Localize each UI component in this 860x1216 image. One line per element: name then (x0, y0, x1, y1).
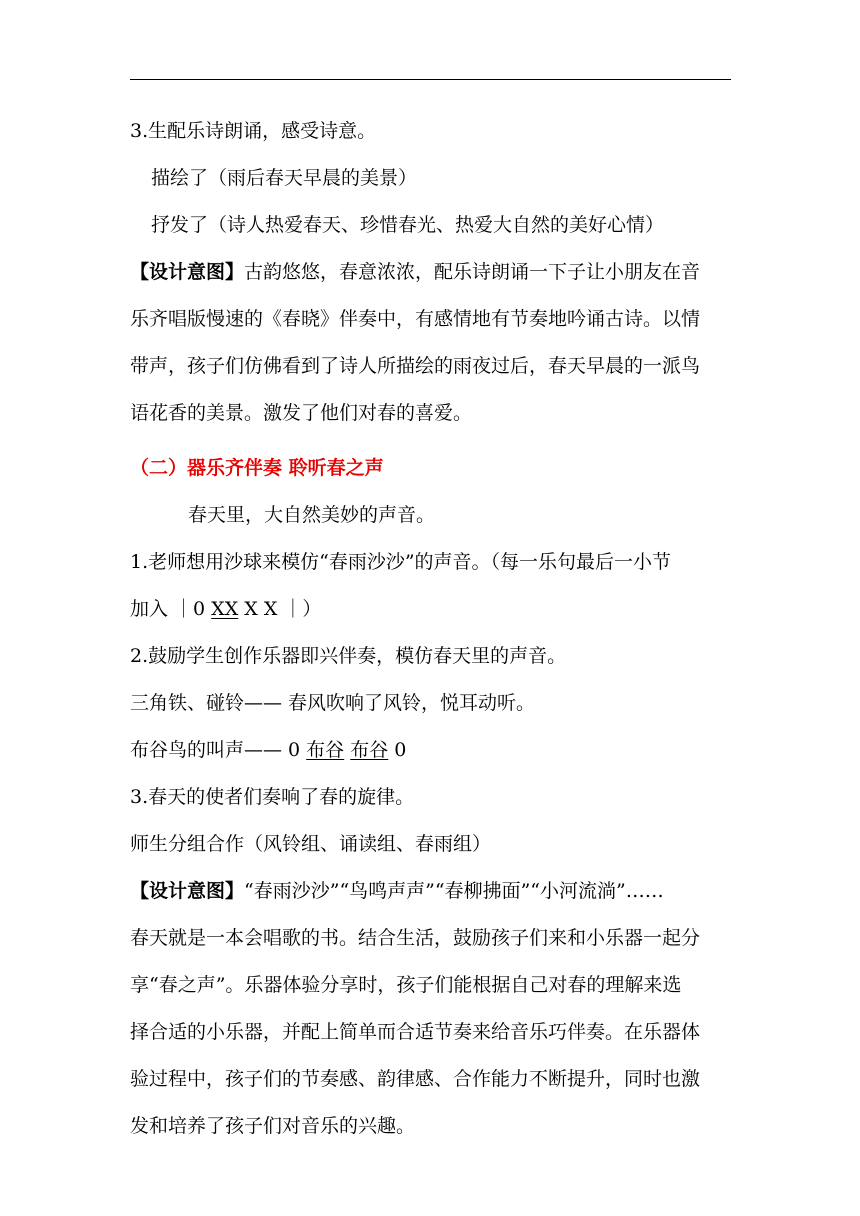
paragraph-text: 古韵悠悠，春意浓浓，配乐诗朗诵一下子让小朋友在音 (244, 261, 701, 283)
text-line-describes: 描绘了（雨后春天早晨的美景） (151, 167, 418, 189)
rhythm-underlined-xx: XX (211, 598, 239, 620)
paragraph-row (130, 253, 731, 300)
text-line-expresses: 抒发了（诗人热爱春天、珍惜春光、热爱大自然的美好心情） (151, 214, 665, 236)
paragraph-row: 择合适的小乐器，并配上简单而合适节奏来给音乐巧伴奏。在乐器体 (130, 1021, 701, 1043)
design-intent-label: 【设计意图】 (130, 880, 245, 902)
text-line-improvise: 2.鼓励学生创作乐器即兴伴奏，模仿春天里的声音。 (130, 645, 567, 667)
cuckoo-prefix: 布谷鸟的叫声—— 0 (130, 739, 307, 761)
paragraph-row: 春天就是一本会唱歌的书。结合生活，鼓励孩子们来和小乐器一起分 (130, 927, 701, 949)
design-intent-paragraph-1 (130, 253, 731, 441)
section-heading: （二）器乐齐伴奏 聆听春之声 (130, 457, 384, 479)
cuckoo-suffix: 0 (388, 739, 407, 761)
rhythm-prefix: 加入 ｜0 (130, 598, 212, 620)
paragraph-row: 发和培养了孩子们对音乐的兴趣。 (130, 1115, 416, 1137)
paragraph-row (130, 872, 731, 919)
design-intent-paragraph-2 (130, 872, 731, 1154)
paragraph-row: 享“春之声”。乐器体验分享时，孩子们能根据自己对春的理解来选 (130, 974, 682, 996)
paragraph-row: 语花香的美景。激发了他们对春的喜爱。 (130, 402, 473, 424)
section-intro: 春天里，大自然美妙的声音。 (188, 504, 436, 526)
document-body (130, 112, 731, 1162)
paragraph-row: 带声，孩子们仿佛看到了诗人所描绘的雨夜过后，春天早晨的一派鸟 (130, 355, 701, 377)
paragraph-row: 乐齐唱版慢速的《春晓》伴奏中，有感情地有节奏地吟诵古诗。以情 (130, 308, 701, 330)
text-line-recite: 3.生配乐诗朗诵，感受诗意。 (130, 120, 377, 142)
text-line-groups: 师生分组合作（风铃组、诵读组、春雨组） (130, 833, 492, 855)
cuckoo-word-1: 布谷 (306, 739, 345, 761)
rhythm-pattern (130, 590, 731, 629)
design-intent-label: 【设计意图】 (130, 261, 245, 283)
paragraph-row: 验过程中，孩子们的节奏感、韵律感、合作能力不断提升，同时也激 (130, 1068, 701, 1090)
paragraph-text: “春雨沙沙”“鸟鸣声声”“春柳拂面”“小河流淌”…… (244, 880, 664, 902)
cuckoo-word-2: 布谷 (350, 739, 389, 761)
header-rule (130, 79, 731, 80)
text-line-melody: 3.春天的使者们奏响了春的旋律。 (130, 786, 415, 808)
text-line-cuckoo (130, 731, 731, 770)
text-line-triangle: 三角铁、碰铃—— 春风吹响了风铃，悦耳动听。 (130, 692, 536, 714)
rhythm-rest: X X ｜） (238, 598, 322, 620)
text-line-shaker: 1.老师想用沙球来模仿“春雨沙沙”的声音。（每一乐句最后一小节 (130, 551, 672, 573)
